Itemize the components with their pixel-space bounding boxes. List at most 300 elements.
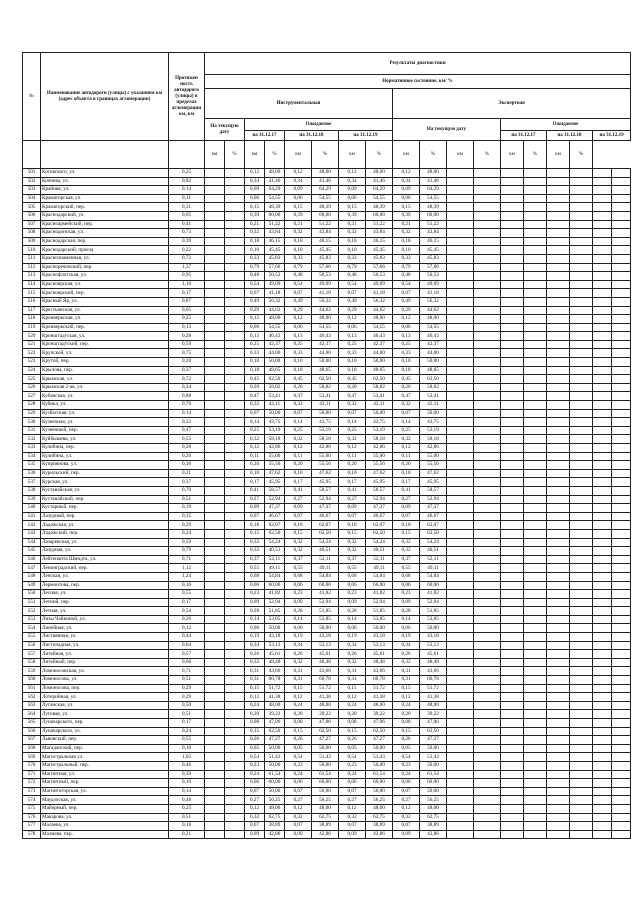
value-cell: 0,12: [393, 693, 420, 702]
value-cell: 53,41: [366, 392, 393, 401]
value-cell: 0,15: [339, 529, 366, 538]
value-cell: 0,48: [393, 272, 420, 281]
empty-cell: [501, 676, 524, 685]
empty-cell: [447, 822, 474, 831]
length-cell: 0,19: [169, 504, 205, 513]
value-cell: 0,12: [245, 169, 265, 178]
unit-pct: %: [524, 141, 547, 169]
empty-cell: [570, 521, 593, 530]
empty-cell: [593, 787, 612, 796]
value-cell: 0,29: [285, 306, 312, 315]
empty-cell: [205, 297, 225, 306]
value-cell: 52,11: [420, 555, 447, 564]
empty-cell: [524, 676, 547, 685]
street-name: Кронверкский, пер.: [41, 323, 169, 332]
value-cell: 43,66: [420, 667, 447, 676]
empty-cell: [570, 529, 593, 538]
table-row: [23, 186, 631, 195]
empty-cell: [501, 254, 524, 263]
value-cell: 49,09: [366, 280, 393, 289]
length-cell: 0,25: [169, 315, 205, 324]
value-cell: 58,82: [312, 383, 339, 392]
empty-cell: [612, 667, 631, 676]
empty-cell: [570, 383, 593, 392]
value-cell: 0,15: [245, 727, 265, 736]
value-cell: 42,11: [265, 401, 285, 410]
empty-cell: [447, 358, 474, 367]
empty-cell: [447, 272, 474, 281]
length-cell: 0,29: [169, 693, 205, 702]
empty-cell: [225, 452, 245, 461]
empty-cell: [474, 246, 501, 255]
value-cell: 50,00: [366, 409, 393, 418]
empty-cell: [225, 315, 245, 324]
value-cell: 58,57: [312, 486, 339, 495]
length-cell: 0,12: [169, 624, 205, 633]
empty-cell: [225, 693, 245, 702]
value-cell: 0,15: [393, 727, 420, 736]
empty-cell: [547, 444, 570, 453]
value-cell: 0,20: [285, 461, 312, 470]
length-cell: 0,24: [169, 529, 205, 538]
value-cell: 45,95: [265, 478, 285, 487]
value-cell: 48,00: [366, 804, 393, 813]
empty-cell: [205, 383, 225, 392]
value-cell: 0,32: [339, 813, 366, 822]
empty-cell: [225, 719, 245, 728]
value-cell: 43,84: [312, 229, 339, 238]
value-cell: 0,32: [285, 229, 312, 238]
empty-cell: [524, 495, 547, 504]
empty-cell: [524, 650, 547, 659]
value-cell: 0,23: [245, 590, 265, 599]
empty-cell: [612, 719, 631, 728]
empty-cell: [205, 736, 225, 745]
empty-cell: [612, 787, 631, 796]
length-cell: 0,25: [169, 169, 205, 178]
street-name: Маудзоская, ул.: [41, 796, 169, 805]
empty-cell: [612, 753, 631, 762]
empty-cell: [225, 418, 245, 427]
empty-cell: [205, 418, 225, 427]
value-cell: 0,20: [285, 710, 312, 719]
table-row: [23, 521, 631, 530]
empty-cell: [593, 650, 612, 659]
row-number: 569: [23, 753, 41, 762]
value-cell: 0,20: [393, 710, 420, 719]
value-cell: 50,00: [420, 624, 447, 633]
value-cell: 51,43: [312, 753, 339, 762]
value-cell: 0,27: [339, 796, 366, 805]
empty-cell: [524, 538, 547, 547]
value-cell: 39,22: [366, 710, 393, 719]
street-name: Лесная, ул.: [41, 590, 169, 599]
street-name: Красноярский, пер.: [41, 289, 169, 298]
value-cell: 0,26: [245, 650, 265, 659]
value-cell: 48,00: [366, 315, 393, 324]
value-cell: 0,12: [339, 315, 366, 324]
row-number: 539: [23, 495, 41, 504]
value-cell: 50,00: [265, 761, 285, 770]
value-cell: 0,15: [339, 727, 366, 736]
value-cell: 0,55: [339, 564, 366, 573]
header-expected-expert: Ожидаемое: [501, 119, 631, 131]
empty-cell: [474, 254, 501, 263]
empty-cell: [612, 830, 631, 839]
length-cell: 0,28: [169, 444, 205, 453]
value-cell: 40,51: [265, 547, 285, 556]
value-cell: 0,37: [393, 555, 420, 564]
value-cell: 51,43: [265, 753, 285, 762]
empty-cell: [612, 813, 631, 822]
table-row: [23, 401, 631, 410]
empty-cell: [612, 418, 631, 427]
empty-cell: [501, 736, 524, 745]
empty-cell: [612, 444, 631, 453]
empty-cell: [593, 572, 612, 581]
value-cell: 0,49: [339, 297, 366, 306]
value-cell: 44,00: [366, 349, 393, 358]
street-name: Малиева, пер.: [41, 830, 169, 839]
empty-cell: [593, 332, 612, 341]
empty-cell: [612, 512, 631, 521]
empty-cell: [547, 684, 570, 693]
value-cell: 0,55: [245, 564, 265, 573]
empty-cell: [447, 194, 474, 203]
empty-cell: [205, 512, 225, 521]
value-cell: 0,54: [245, 280, 265, 289]
value-cell: 42,37: [265, 340, 285, 349]
empty-cell: [547, 297, 570, 306]
value-cell: 50,00: [366, 358, 393, 367]
value-cell: 0,45: [245, 375, 265, 384]
street-name: Крылова, пер.: [41, 366, 169, 375]
value-cell: 0,32: [285, 401, 312, 410]
value-cell: 0,20: [245, 383, 265, 392]
empty-cell: [501, 426, 524, 435]
empty-cell: [474, 538, 501, 547]
empty-cell: [474, 607, 501, 616]
value-cell: 41,46: [366, 177, 393, 186]
empty-cell: [524, 693, 547, 702]
length-cell: 0,17: [169, 719, 205, 728]
empty-cell: [570, 315, 593, 324]
table-row: [23, 366, 631, 375]
table-row: [23, 727, 631, 736]
empty-cell: [612, 564, 631, 573]
header-length: Протяжен ность автодорого (улицы) в пределах агломерации км, км: [169, 53, 205, 141]
empty-cell: [612, 641, 631, 650]
empty-cell: [570, 727, 593, 736]
empty-cell: [547, 211, 570, 220]
empty-cell: [205, 727, 225, 736]
unit-pct: %: [570, 141, 593, 169]
value-cell: 44,62: [366, 306, 393, 315]
empty-cell: [570, 641, 593, 650]
street-name: Кустарный, пер.: [41, 504, 169, 513]
value-cell: 62,07: [265, 521, 285, 530]
empty-cell: [205, 529, 225, 538]
value-cell: 0,32: [285, 435, 312, 444]
value-cell: 0,15: [245, 529, 265, 538]
value-cell: 0,12: [393, 804, 420, 813]
empty-cell: [225, 590, 245, 599]
empty-cell: [501, 358, 524, 367]
value-cell: 53,19: [312, 426, 339, 435]
empty-cell: [447, 684, 474, 693]
street-name: Ломоносовская, ул.: [41, 667, 169, 676]
empty-cell: [547, 435, 570, 444]
value-cell: 44,00: [265, 349, 285, 358]
value-cell: 60,00: [366, 581, 393, 590]
value-cell: 0,26: [339, 650, 366, 659]
row-number: 549: [23, 581, 41, 590]
empty-cell: [474, 194, 501, 203]
empty-cell: [225, 727, 245, 736]
table-row: [23, 194, 631, 203]
empty-cell: [225, 710, 245, 719]
value-cell: 52,94: [265, 598, 285, 607]
table-row: [23, 229, 631, 238]
empty-cell: [501, 401, 524, 410]
empty-cell: [547, 753, 570, 762]
empty-cell: [524, 770, 547, 779]
empty-cell: [570, 822, 593, 831]
value-cell: 0,15: [285, 529, 312, 538]
empty-cell: [501, 744, 524, 753]
value-cell: 60,78: [420, 676, 447, 685]
value-cell: 62,50: [265, 727, 285, 736]
value-cell: 41,18: [420, 289, 447, 298]
row-number: 576: [23, 813, 41, 822]
value-cell: 60,00: [312, 211, 339, 220]
empty-cell: [612, 349, 631, 358]
value-cell: 0,06: [285, 323, 312, 332]
empty-cell: [474, 633, 501, 642]
empty-cell: [570, 375, 593, 384]
empty-cell: [225, 615, 245, 624]
length-cell: 0,21: [169, 469, 205, 478]
empty-cell: [612, 306, 631, 315]
empty-cell: [547, 736, 570, 745]
value-cell: 62,07: [312, 521, 339, 530]
length-cell: 0,36: [169, 461, 205, 470]
value-cell: 55,56: [366, 461, 393, 470]
table-row: [23, 177, 631, 186]
row-number: 572: [23, 779, 41, 788]
street-name: Лейтенанта Шмидта, ул.: [41, 555, 169, 564]
empty-cell: [593, 229, 612, 238]
length-cell: 1,37: [169, 263, 205, 272]
empty-cell: [501, 203, 524, 212]
value-cell: 0,26: [245, 736, 265, 745]
empty-cell: [524, 194, 547, 203]
empty-cell: [524, 521, 547, 530]
value-cell: 0,14: [285, 418, 312, 427]
table-row: [23, 469, 631, 478]
value-cell: 58,82: [420, 383, 447, 392]
empty-cell: [570, 349, 593, 358]
row-number: 521: [23, 340, 41, 349]
empty-cell: [570, 615, 593, 624]
empty-cell: [547, 323, 570, 332]
empty-cell: [474, 220, 501, 229]
length-cell: 0,55: [169, 590, 205, 599]
value-cell: 50,00: [420, 409, 447, 418]
value-cell: 0,06: [393, 194, 420, 203]
row-number: 577: [23, 822, 41, 831]
value-cell: 0,49: [393, 297, 420, 306]
value-cell: 48,48: [265, 658, 285, 667]
value-cell: 0,06: [339, 323, 366, 332]
length-cell: 0,55: [169, 435, 205, 444]
value-cell: 64,29: [420, 186, 447, 195]
table-row: [23, 375, 631, 384]
value-cell: 48,00: [265, 315, 285, 324]
empty-cell: [612, 478, 631, 487]
empty-cell: [225, 650, 245, 659]
empty-cell: [474, 529, 501, 538]
value-cell: 46,67: [312, 512, 339, 521]
value-cell: 0,10: [245, 246, 265, 255]
value-cell: 0,07: [245, 409, 265, 418]
empty-cell: [474, 340, 501, 349]
value-cell: 0,54: [393, 280, 420, 289]
table-row: [23, 796, 631, 805]
empty-cell: [225, 667, 245, 676]
empty-cell: [447, 555, 474, 564]
length-cell: 0,26: [169, 615, 205, 624]
value-cell: 0,68: [245, 572, 265, 581]
street-name: Летная, ул.: [41, 607, 169, 616]
length-cell: 1,24: [169, 572, 205, 581]
value-cell: 0,21: [393, 220, 420, 229]
empty-cell: [547, 779, 570, 788]
value-cell: 0,15: [285, 727, 312, 736]
value-cell: 47,06: [265, 719, 285, 728]
empty-cell: [501, 512, 524, 521]
empty-cell: [547, 461, 570, 470]
value-cell: 0,25: [339, 340, 366, 349]
value-cell: 0,33: [393, 349, 420, 358]
row-number: 568: [23, 744, 41, 753]
value-cell: 0,33: [393, 254, 420, 263]
value-cell: 0,07: [285, 787, 312, 796]
empty-cell: [612, 701, 631, 710]
value-cell: 0,32: [339, 401, 366, 410]
value-cell: 0,15: [245, 684, 265, 693]
value-cell: 0,15: [245, 203, 265, 212]
value-cell: 0,07: [245, 289, 265, 298]
length-cell: 0,65: [169, 306, 205, 315]
empty-cell: [524, 323, 547, 332]
value-cell: 0,26: [285, 650, 312, 659]
empty-cell: [570, 366, 593, 375]
empty-cell: [524, 289, 547, 298]
row-number: 556: [23, 641, 41, 650]
value-cell: 0,12: [285, 804, 312, 813]
street-name: Краснознаменная, ул.: [41, 254, 169, 263]
empty-cell: [593, 736, 612, 745]
value-cell: 0,39: [285, 211, 312, 220]
value-cell: 0,06: [245, 323, 265, 332]
empty-cell: [474, 426, 501, 435]
length-cell: 0,37: [169, 478, 205, 487]
empty-cell: [612, 229, 631, 238]
empty-cell: [612, 169, 631, 178]
empty-cell: [447, 469, 474, 478]
value-cell: 47,37: [366, 504, 393, 513]
empty-cell: [501, 684, 524, 693]
length-cell: 0,75: [169, 349, 205, 358]
empty-cell: [570, 340, 593, 349]
value-cell: 0,18: [285, 237, 312, 246]
empty-cell: [447, 211, 474, 220]
empty-cell: [474, 435, 501, 444]
value-cell: 0,24: [339, 701, 366, 710]
value-cell: 42,86: [265, 830, 285, 839]
value-cell: 48,00: [366, 169, 393, 178]
value-cell: 0,13: [245, 332, 265, 341]
empty-cell: [524, 332, 547, 341]
empty-cell: [612, 237, 631, 246]
row-number: 513: [23, 272, 41, 281]
length-cell: 0,72: [169, 254, 205, 263]
value-cell: 0,32: [245, 658, 265, 667]
value-cell: 0,07: [245, 822, 265, 831]
value-cell: 50,53: [366, 272, 393, 281]
empty-cell: [593, 676, 612, 685]
value-cell: 0,54: [245, 753, 265, 762]
empty-cell: [593, 624, 612, 633]
empty-cell: [447, 426, 474, 435]
empty-cell: [225, 529, 245, 538]
value-cell: 0,12: [285, 444, 312, 453]
value-cell: 62,50: [312, 375, 339, 384]
empty-cell: [205, 272, 225, 281]
street-name: Кулибина, пер.: [41, 444, 169, 453]
value-cell: 0,32: [339, 229, 366, 238]
empty-cell: [447, 529, 474, 538]
value-cell: 0,07: [285, 512, 312, 521]
empty-cell: [524, 426, 547, 435]
value-cell: 0,12: [285, 693, 312, 702]
value-cell: 0,37: [245, 555, 265, 564]
empty-cell: [225, 624, 245, 633]
empty-cell: [593, 538, 612, 547]
value-cell: 0,07: [393, 512, 420, 521]
value-cell: 0,10: [285, 246, 312, 255]
empty-cell: [447, 461, 474, 470]
empty-cell: [501, 306, 524, 315]
empty-cell: [447, 297, 474, 306]
empty-cell: [524, 804, 547, 813]
value-cell: 62,50: [312, 529, 339, 538]
length-cell: 0,20: [169, 358, 205, 367]
value-cell: 0,07: [393, 289, 420, 298]
value-cell: 0,48: [245, 272, 265, 281]
value-cell: 50,00: [265, 744, 285, 753]
row-number: 545: [23, 547, 41, 556]
street-name: Ладожский, пер.: [41, 529, 169, 538]
row-number: 565: [23, 719, 41, 728]
value-cell: 62,50: [420, 727, 447, 736]
empty-cell: [547, 418, 570, 427]
value-cell: 53,85: [312, 615, 339, 624]
row-number: 563: [23, 701, 41, 710]
empty-cell: [501, 710, 524, 719]
value-cell: 45,45: [366, 246, 393, 255]
